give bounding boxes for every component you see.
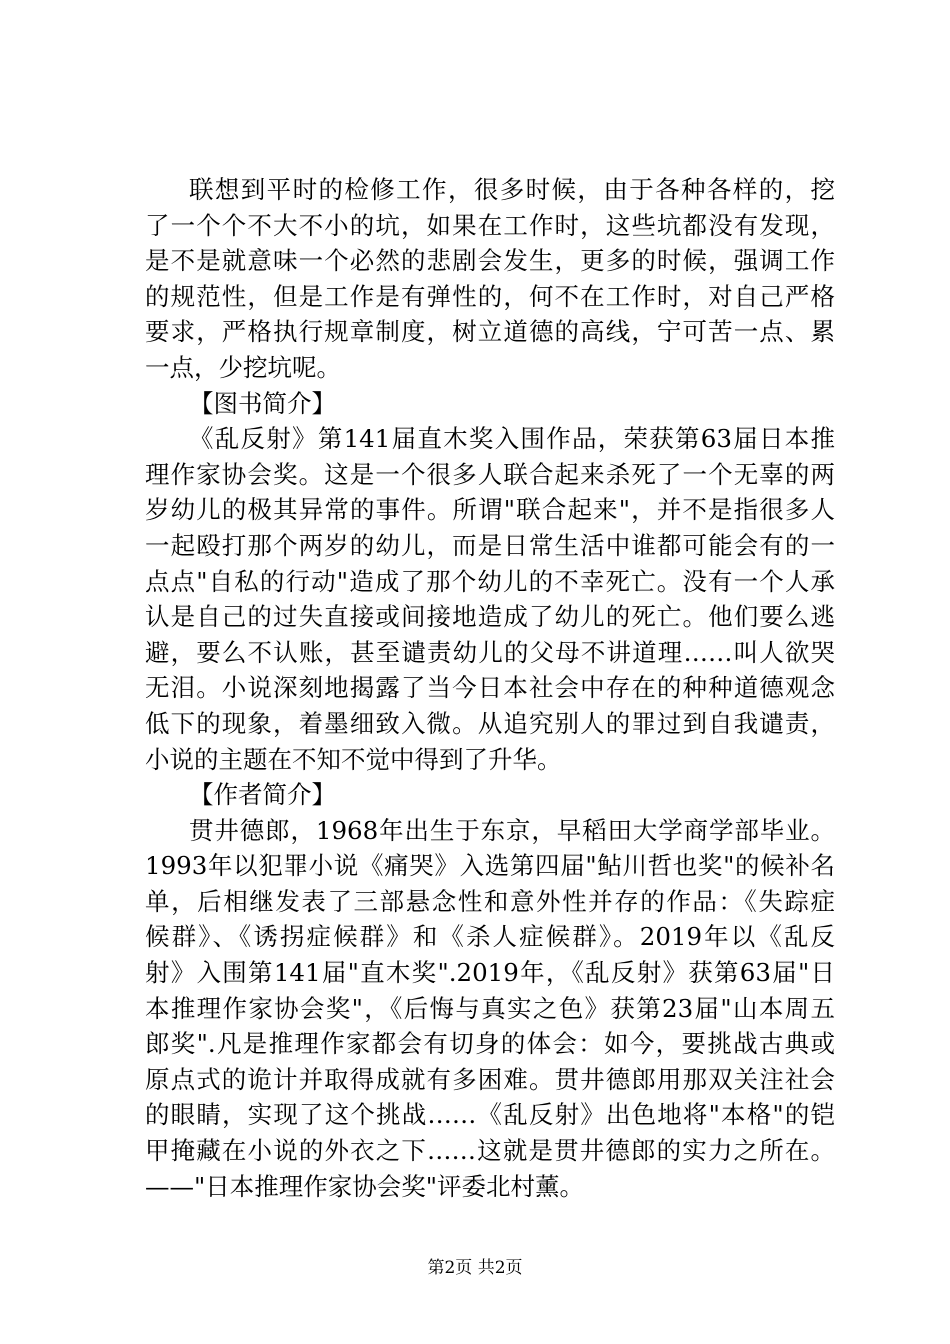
text-line: 郎奖".凡是推理作家都会有切身的体会：如今，要挑战古典或 (145, 1029, 835, 1059)
text-line: 候群》、《诱拐症候群》和《杀人症候群》。2019年以《乱反 (145, 922, 835, 952)
text-line: ——"日本推理作家协会奖"评委北村薰。 (145, 1171, 585, 1201)
text-line: 的规范性，但是工作是有弹性的，何不在工作时，对自己严格 (145, 281, 835, 311)
text-line: 理作家协会奖。这是一个很多人联合起来杀死了一个无辜的两 (145, 459, 835, 489)
text-line: 本推理作家协会奖"，《后悔与真实之色》获第23届"山本周五 (145, 993, 835, 1023)
text-line: 要求，严格执行规章制度，树立道德的高线，宁可苦一点、累 (145, 317, 835, 347)
text-line: 一起殴打那个两岁的幼儿，而是日常生活中谁都可能会有的一 (145, 530, 835, 560)
text-line: 了一个个不大不小的坑，如果在工作时，这些坑都没有发现， (145, 210, 835, 240)
text-line: 《乱反射》第141届直木奖入围作品，荣获第63届日本推 (189, 424, 835, 454)
text-line: 贯井德郎，1968年出生于东京，早稻田大学商学部毕业。 (189, 815, 835, 845)
text-line: 甲掩藏在小说的外衣之下……这就是贯井德郎的实力之所在。 (145, 1136, 835, 1166)
text-line: 原点式的诡计并取得成就有多困难。贯井德郎用那双关注社会 (145, 1064, 835, 1094)
text-line: 射》入围第141届"直木奖".2019年，《乱反射》获第63届"日 (145, 958, 835, 988)
text-line: 是不是就意味一个必然的悲剧会发生，更多的时候，强调工作 (145, 246, 835, 276)
text-line: 一点，少挖坑呢。 (145, 352, 341, 382)
text-line: 避，要么不认账，甚至谴责幼儿的父母不讲道理……叫人欲哭 (145, 637, 835, 667)
text-line: 1993年以犯罪小说《痛哭》入选第四届"鲇川哲也奖"的候补名 (145, 851, 835, 881)
text-line: 小说的主题在不知不觉中得到了升华。 (145, 744, 562, 774)
section-heading-book: 【图书简介】 (189, 388, 336, 418)
text-line: 的眼睛，实现了这个挑战……《乱反射》出色地将"本格"的铠 (145, 1100, 835, 1130)
section-heading-author: 【作者简介】 (189, 780, 336, 810)
text-line: 联想到平时的检修工作，很多时候，由于各种各样的，挖 (189, 175, 835, 204)
text-line: 无泪。小说深刻地揭露了当今日本社会中存在的种种道德观念 (145, 673, 835, 703)
page-number-footer: 第2页 共2页 (427, 1258, 523, 1278)
text-line: 认是自己的过失直接或间接地造成了幼儿的死亡。他们要么逃 (145, 602, 835, 632)
text-line: 岁幼儿的极其异常的事件。所谓"联合起来"，并不是指很多人 (145, 495, 835, 525)
text-line: 单，后相继发表了三部悬念性和意外性并存的作品：《失踪症 (145, 886, 835, 916)
document-body (145, 172, 835, 1204)
text-line: 低下的现象，着墨细致入微。从追究别人的罪过到自我谴责， (145, 708, 835, 738)
text-line: 点点"自私的行动"造成了那个幼儿的不幸死亡。没有一个人承 (145, 566, 835, 596)
